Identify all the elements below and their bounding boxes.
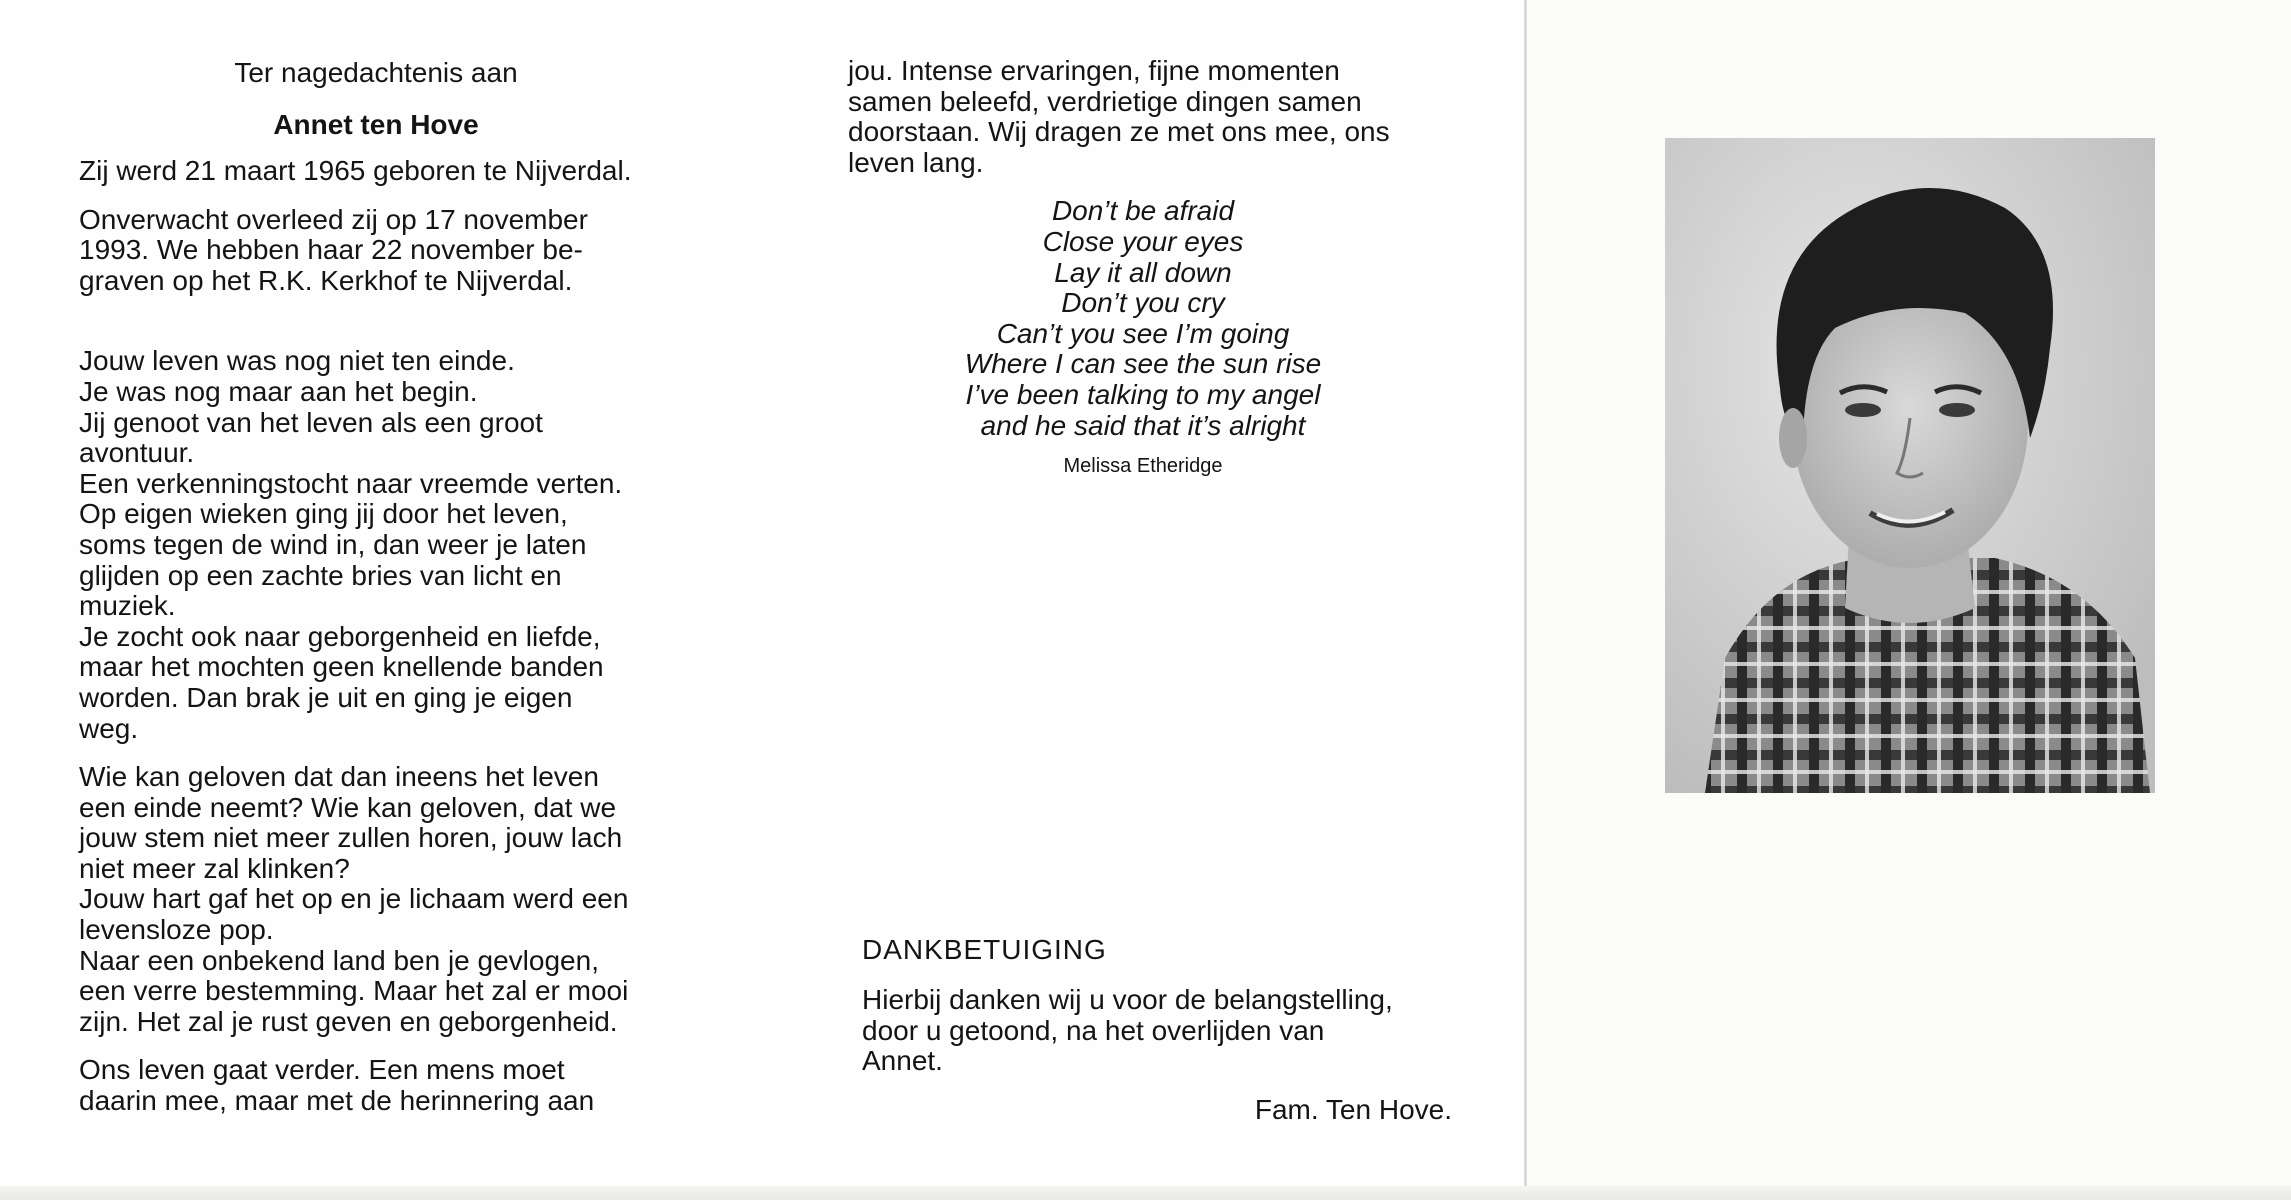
text-line: glijden op een zachte bries van licht en — [79, 559, 562, 591]
text-line: niet meer zal klinken? — [79, 852, 350, 884]
poem-line: Where I can see the sun rise — [964, 348, 1322, 380]
poem-line: Close your eyes — [1042, 225, 1244, 257]
poem-line: and he said that it’s alright — [980, 409, 1306, 441]
text-line: Onverwacht overleed zij op 17 november — [79, 203, 588, 235]
poem — [848, 196, 1438, 441]
poem-line: I’ve been talking to my angel — [965, 378, 1321, 410]
text-line: maar het mochten geen knellende banden — [79, 651, 604, 683]
text-line: Jouw hart gaf het op en je lichaam werd een — [79, 883, 629, 915]
text-line: Op eigen wieken ging jij door het leven, — [79, 498, 568, 530]
text-line: Ons leven gaat verder. Een mens moet — [79, 1054, 565, 1086]
text-line: Wie kan geloven dat dan ineens het leven — [79, 761, 599, 793]
poem-line: Don’t you cry — [1061, 287, 1225, 319]
text-line: avontuur. — [79, 437, 195, 469]
tribute-paragraph-3-continued — [848, 56, 1438, 178]
poem-author: Melissa Etheridge — [1063, 455, 1223, 478]
thanks-body — [862, 985, 1452, 1077]
text-line: Een verkenningstocht naar vreemde verten. — [79, 467, 623, 499]
text-line: jouw stem niet meer zullen horen, jouw lach — [79, 822, 623, 854]
text-line: Hierbij danken wij u voor de belangstelling, — [862, 984, 1393, 1015]
text-line: weg. — [79, 712, 139, 744]
death-paragraph — [79, 205, 673, 297]
text-line: zijn. Het zal je rust geven en geborgenheid. — [79, 1005, 618, 1037]
text-line: daarin mee, maar met de herinnering aan — [79, 1085, 595, 1117]
text-line: een verre bestemming. Maar het zal er mooi — [79, 975, 629, 1007]
poem-line: Don’t be afraid — [1051, 195, 1235, 227]
tribute-paragraph-3 — [79, 1055, 673, 1116]
text-line: muziek. — [79, 590, 176, 622]
text-line: Naar een onbekend land ben je gevlogen, — [79, 944, 599, 976]
card-bottom-edge — [0, 1186, 2291, 1200]
poem-line: Lay it all down — [1054, 256, 1232, 288]
memorial-heading: Ter nagedachtenis aan — [234, 57, 518, 88]
text-line: Annet. — [862, 1045, 943, 1077]
birth-line: Zij werd 21 maart 1965 geboren te Nijverdal. — [79, 155, 632, 186]
poem-line: Can’t you see I’m going — [996, 317, 1290, 349]
left-column — [79, 56, 673, 1117]
text-line: door u getoond, na het overlijden van — [862, 1014, 1325, 1046]
tribute-paragraph-1 — [79, 346, 673, 744]
text-line: Jij genoot van het leven als een groot — [79, 406, 543, 438]
text-line: levensloze pop. — [79, 914, 274, 946]
text-line: jou. Intense ervaringen, fijne momenten — [848, 55, 1340, 86]
card-fold — [1524, 0, 1527, 1200]
middle-column — [848, 56, 1438, 478]
text-line: een einde neemt? Wie kan geloven, dat we — [79, 791, 617, 823]
text-line: Je zocht ook naar geborgenheid en liefde, — [79, 620, 601, 652]
text-line: worden. Dan brak je uit en ging je eigen — [79, 681, 573, 713]
text-line: soms tegen de wind in, dan weer je laten — [79, 528, 587, 560]
text-line: samen beleefd, verdrietige dingen samen — [848, 85, 1362, 117]
text-line: Jouw leven was nog niet ten einde. — [79, 345, 515, 377]
signature: Fam. Ten Hove. — [1254, 1094, 1452, 1125]
deceased-name: Annet ten Hove — [273, 109, 479, 140]
text-line: leven lang. — [848, 146, 984, 178]
text-line: doorstaan. Wij dragen ze met ons mee, ons — [848, 116, 1390, 148]
portrait-photo — [1665, 138, 2155, 793]
thanks-title: DANKBETUIGING — [862, 934, 1107, 965]
text-line: 1993. We hebben haar 22 november be- — [79, 234, 583, 266]
text-line: Je was nog maar aan het begin. — [79, 375, 478, 407]
text-line: graven op het R.K. Kerkhof te Nijverdal. — [79, 264, 573, 296]
tribute-paragraph-2 — [79, 762, 673, 1037]
